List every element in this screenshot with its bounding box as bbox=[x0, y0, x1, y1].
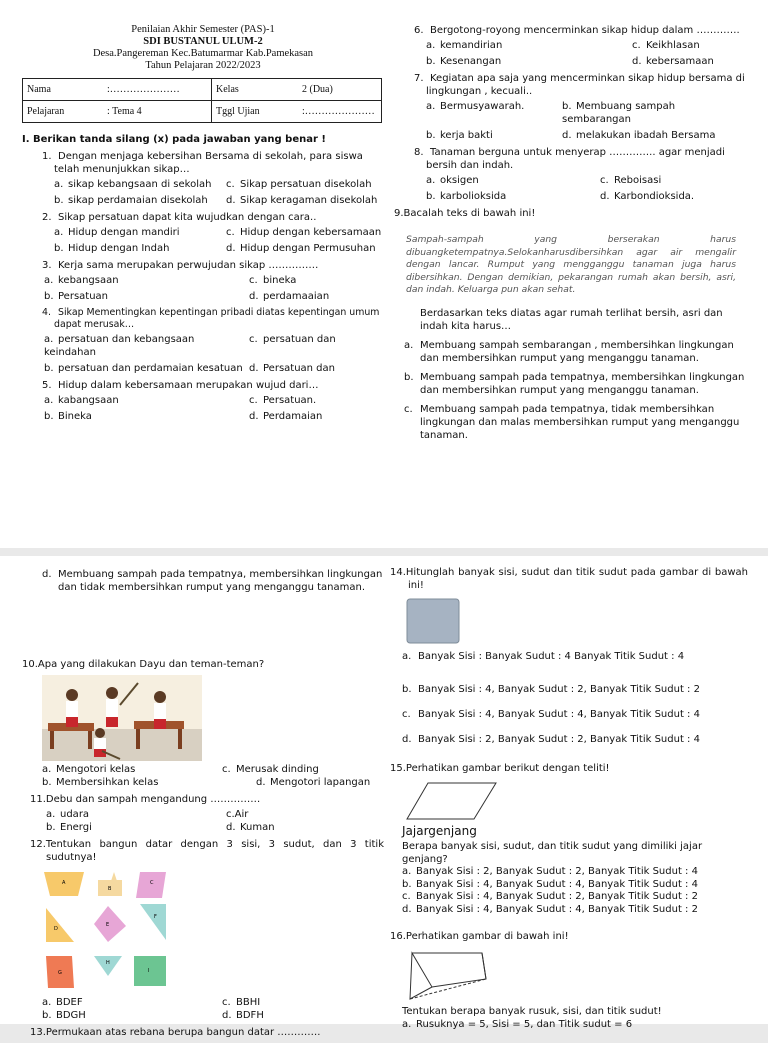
q6-option-d[interactable]: d. kebersamaan bbox=[632, 56, 714, 67]
page1-left-column bbox=[22, 24, 384, 427]
question-4: 4. Sikap Mementingkan kepentingan pribadi diatas kepentingan umum dapat merusak… a. persatuan dan kebangsaan keindahan c. persatuan dan b. persatuan dan perdamaian kesatuan d. Persatuan dan bbox=[22, 307, 384, 375]
q12-option-c[interactable]: c. BBHI bbox=[222, 997, 261, 1008]
kelas-label: Kelas bbox=[216, 84, 239, 95]
page2-right-column bbox=[390, 566, 748, 1035]
parallelogram-label: Jajargenjang bbox=[402, 824, 477, 838]
q5-option-a[interactable]: a. kabangsaan bbox=[44, 395, 119, 406]
pelajaran-value: : Tema 4 bbox=[107, 106, 142, 117]
q10-option-c[interactable]: c. Merusak dinding bbox=[222, 764, 319, 775]
question-15-prompt: Berapa banyak sisi, sudut, dan titik sudut yang dimiliki jajar genjang? bbox=[402, 841, 703, 865]
q11-option-a[interactable]: a. udara bbox=[46, 809, 90, 820]
header-line1: Penilaian Akhir Semester (PAS)-1 bbox=[131, 24, 275, 35]
rectangle-figure bbox=[406, 598, 460, 644]
flat-shapes-figure bbox=[42, 870, 182, 994]
question-9-stem: Bacalah teks di bawah ini! bbox=[403, 208, 536, 219]
q9-option-b[interactable]: b. Membuang sampah pada tempatnya, membersihkan lingkungan dan membersihkan rumput yang menganggu tanaman. bbox=[404, 371, 745, 396]
question-13: 13.Permukaan atas rebana berupa bangun datar …………. bbox=[30, 1027, 321, 1038]
question-3-stem: Kerja sama merupakan perwujudan sikap …………… bbox=[58, 260, 319, 271]
shape-label-c: C bbox=[150, 880, 154, 886]
triangular-prism-figure bbox=[406, 949, 490, 1001]
q15-option-b[interactable]: b. Banyak Sisi : 4, Banyak Sudut : 4, Banyak Titik Sudut : 4 bbox=[402, 878, 698, 890]
q14-option-b[interactable]: b. Banyak Sisi : 4, Banyak Sudut : 2, Banyak Titik Sudut : 2 bbox=[402, 684, 700, 695]
q1-option-b[interactable]: b. sikap perdamaian disekolah bbox=[54, 195, 208, 206]
question-8: 8. Tanaman berguna untuk menyerap ………….. agar menjadi bersih dan indah. a. oksigen c. Reboisasi b. karbolioksida d. Karbondioksida. bbox=[394, 146, 746, 203]
q2-option-a[interactable]: a. Hidup dengan mandiri bbox=[54, 227, 180, 238]
shape-h bbox=[94, 956, 122, 976]
question-11: 11.Debu dan sampah mengandung …………… a. udara c.Air b. Energi d. Kuman bbox=[22, 793, 384, 834]
shape-e bbox=[94, 906, 126, 942]
tggl-field[interactable]: :………………… bbox=[302, 106, 375, 117]
q8-option-a[interactable]: a. oksigen bbox=[426, 175, 479, 186]
q7-option-d[interactable]: d. melakukan ibadah Bersama bbox=[562, 130, 716, 141]
q3-option-b[interactable]: b. Persatuan bbox=[44, 291, 108, 302]
question-10-stem: Apa yang dilakukan Dayu dan teman-teman? bbox=[37, 659, 265, 670]
q10-option-a[interactable]: a. Mengotori kelas bbox=[42, 764, 136, 775]
q10-option-b[interactable]: b. Membersihkan kelas bbox=[42, 777, 159, 788]
question-8-stem: Tanaman berguna untuk menyerap ………….. agar menjadi bersih dan indah. bbox=[426, 147, 725, 171]
q1-option-a[interactable]: a. sikap kebangsaan di sekolah bbox=[54, 179, 212, 190]
question-14-stem: Hitunglah banyak sisi, sudut dan titik sudut pada gambar di bawah ini! bbox=[405, 567, 748, 591]
q9-option-d[interactable]: d. Membuang sampah pada tempatnya, membersihkan lingkungan dan tidak membersihkan rumput yang menganggu tanaman. bbox=[42, 569, 383, 593]
question-9-prompt: Berdasarkan teks diatas agar rumah terlihat bersih, asri dan indah kita harus… bbox=[420, 307, 723, 332]
question-2-stem: Sikap persatuan dapat kita wujudkan dengan cara.. bbox=[58, 212, 317, 223]
q1-option-c[interactable]: c. Sikap persatuan disekolah bbox=[226, 179, 372, 190]
shape-label-d: D bbox=[54, 926, 58, 932]
shape-label-e: E bbox=[106, 922, 110, 928]
q3-option-d[interactable]: d. perdamaaian bbox=[249, 291, 330, 302]
question-5: 5. Hidup dalam kebersamaan merupakan wujud dari… a. kabangsaan c. Persatuan. b. Bineka d. Perdamaian bbox=[22, 379, 384, 423]
q2-option-b[interactable]: b. Hidup dengan Indah bbox=[54, 243, 170, 254]
shape-d bbox=[46, 908, 74, 942]
q12-option-d[interactable]: d. BDFH bbox=[222, 1010, 264, 1021]
shape-label-a: A bbox=[62, 880, 66, 886]
question-12-stem: Tentukan bangun datar dengan 3 sisi, 3 sudut, dan 3 titik sudutnya! bbox=[45, 839, 384, 863]
q4-option-b[interactable]: b. persatuan dan perdamaian kesatuan bbox=[44, 363, 243, 374]
question-10: 10.Apa yang dilakukan Dayu dan teman-teman? a. Mengotori kelas c. Merusak dinding b. Membersihkan kelas d. Mengotori lapangan bbox=[22, 658, 384, 789]
question-3: 3. Kerja sama merupakan perwujudan sikap …………… a. kebangsaan c. bineka b. Persatuan d. perdamaaian bbox=[22, 259, 384, 303]
kelas-value: 2 (Dua) bbox=[302, 84, 333, 95]
q10-option-d[interactable]: d. Mengotori lapangan bbox=[256, 777, 371, 788]
question-1-stem: Dengan menjaga kebersihan Bersama di sekolah, para siswa telah menunjukkan sikap… bbox=[54, 151, 363, 175]
nama-label: Nama bbox=[27, 84, 51, 95]
question-7-stem: Kegiatan apa saja yang mencerminkan sikap hidup bersama di lingkungan , kecuali.. bbox=[426, 73, 745, 97]
q11-option-c[interactable]: c.Air bbox=[226, 809, 249, 820]
question-6: 6. Bergotong-royong mencerminkan sikap hidup dalam …………. a. kemandirian c. Keikhlasan b. Kesenangan d. kebersamaan bbox=[394, 24, 746, 68]
q15-option-d[interactable]: d. Banyak Sisi : 4, Banyak Sudut : 4, Banyak Titik Sudut : 2 bbox=[402, 903, 698, 915]
pelajaran-label: Pelajaran bbox=[27, 106, 65, 117]
q11-option-b[interactable]: b. Energi bbox=[46, 822, 92, 833]
q15-option-c[interactable]: c. Banyak Sisi : 4, Banyak Sudut : 2, Banyak Titik Sudut : 2 bbox=[402, 891, 698, 902]
question-14: 14.Hitunglah banyak sisi, sudut dan titik sudut pada gambar di bawah ini! a. Banyak Sisi : Banyak Sudut : 4 Banyak Titik Sudut : 4 b. Banyak Sisi : 4, Banyak Sudut : 2, Banyak Titik Sudut : 2 c. Banyak Sisi : 4, Banyak Sudut : 4, Banyak Titik Sudut : 4 d. Banyak Sisi : 2, Banyak Sudut : 2, Banyak Titik Sudut : 4 bbox=[390, 567, 748, 745]
q11-option-d[interactable]: d. Kuman bbox=[226, 822, 275, 833]
q12-option-b[interactable]: b. BDGH bbox=[42, 1010, 86, 1021]
question-11-stem: Debu dan sampah mengandung …………… bbox=[45, 794, 261, 805]
header-address: Desa.Pangereman Kec.Batumarmar Kab.Pamekasan bbox=[92, 48, 314, 59]
question-15-stem: Perhatikan gambar berikut dengan teliti! bbox=[405, 763, 610, 774]
nama-field[interactable]: :………………… bbox=[107, 84, 180, 95]
q7-option-b[interactable]: b. kerja bakti bbox=[426, 130, 493, 141]
q4-option-a[interactable]: a. persatuan dan kebangsaan keindahan bbox=[44, 334, 195, 358]
identity-table bbox=[22, 78, 382, 123]
classroom-cleaning-illustration bbox=[42, 675, 202, 761]
q16-option-a[interactable]: a. Rusuknya = 5, Sisi = 5, dan Titik sudut = 6 bbox=[402, 1019, 633, 1030]
q3-option-a[interactable]: a. kebangsaan bbox=[44, 275, 119, 286]
q7-option-a[interactable]: a. Bermusyawarah. bbox=[426, 101, 525, 112]
question-9: 9.Bacalah teks di bawah ini! Sampah-sampah yang berserakan harus dibuangketempatnya.Selokanharusdibersihkan agar air mengalir dengan lancar. Rumput yang mengganggu tanaman juga harus dibersihkan. Dengan demikian, pekarangan rumah akan bersih, asri, dan indah. Keluarga pun akan sehat. Berdasarkan teks diatas agar rumah terlihat bersih, asri dan indah kita harus… a. Membuang sampah sembarangan , membersihkan lingkungan dan membersihkan rumput yang menganggu tanaman. b. Membuang sampah pada tempatnya, membersihkan lingkungan dan membersihkan rumput yang menganggu tanaman. c. Membuang sampah pada tempatnya, tidak membersihkan lingkungan dan malas membersihkan rumput yang menganggu tanaman. bbox=[394, 208, 745, 441]
q5-option-c[interactable]: c. Persatuan. bbox=[249, 395, 317, 406]
q14-option-d[interactable]: d. Banyak Sisi : 2, Banyak Sudut : 2, Banyak Titik Sudut : 4 bbox=[402, 734, 700, 745]
question-4-stem: Sikap Mementingkan kepentingan pribadi diatas kepentingan umum dapat merusak… bbox=[54, 307, 380, 330]
question-2: 2. Sikap persatuan dapat kita wujudkan dengan cara.. a. Hidup dengan mandiri c. Hidup dengan kebersamaan b. Hidup dengan Indah d. Hidup dengan Permusuhan bbox=[22, 211, 384, 255]
q8-option-c[interactable]: c. Reboisasi bbox=[600, 175, 662, 186]
q9-option-c[interactable]: c. Membuang sampah pada tempatnya, tidak membersihkan lingkungan dan malas membersihkan rumput yang menganggu tanaman. bbox=[404, 403, 740, 441]
shape-i bbox=[134, 956, 166, 986]
shape-f bbox=[140, 904, 166, 940]
exam-header bbox=[22, 24, 384, 72]
q6-option-a[interactable]: a. kemandirian bbox=[426, 40, 503, 51]
q6-option-c[interactable]: c. Keikhlasan bbox=[632, 40, 700, 51]
shape-label-g: G bbox=[58, 970, 62, 976]
q7-option-c[interactable]: b. Membuang sampah sembarangan bbox=[562, 101, 676, 125]
q5-option-b[interactable]: b. Bineka bbox=[44, 411, 92, 422]
question-12: 12.Tentukan bangun datar dengan 3 sisi, 3 sudut, dan 3 titik sudutnya! A B C D E F G H I a. BDEF c. BBHI b. BDGH d. BDFH bbox=[30, 839, 384, 1021]
question-15: 15.Perhatikan gambar berikut dengan teliti! Jajargenjang Berapa banyak sisi, sudut, dan titik sudut yang dimiliki jajar genjang? a. Banyak Sisi : 2, Banyak Sudut : 2, Banyak Titik Sudut : 4 b. Banyak Sisi : 4, Banyak Sudut : 4, Banyak Titik Sudut : 4 c. Banyak Sisi : 4, Banyak Sudut : 2, Banyak Titik Sudut : 2 d. Banyak Sisi : 4, Banyak Sudut : 4, Banyak Titik Sudut : 2 bbox=[390, 762, 748, 916]
shape-label-h: H bbox=[106, 960, 110, 966]
question-16-prompt: Tentukan berapa banyak rusuk, sisi, dan titik sudut! bbox=[402, 1006, 662, 1017]
q8-option-d[interactable]: d. Karbondioksida. bbox=[600, 191, 695, 202]
q4-option-d[interactable]: d. Persatuan dan bbox=[249, 363, 335, 374]
question-6-stem: Bergotong-royong mencerminkan sikap hidup dalam …………. bbox=[430, 25, 740, 36]
shape-label-f: F bbox=[154, 914, 157, 920]
q15-option-a[interactable]: a. Banyak Sisi : 2, Banyak Sudut : 2, Banyak Titik Sudut : 4 bbox=[402, 866, 698, 877]
question-1: 1. Dengan menjaga kebersihan Bersama di sekolah, para siswa telah menunjukkan sikap… a. sikap kebangsaan di sekolah c. Sikap persatuan disekolah b. sikap perdamaian disekolah d. Sikap keragaman disekolah bbox=[22, 150, 384, 207]
q2-option-c[interactable]: c. Hidup dengan kebersamaan bbox=[226, 227, 382, 238]
header-school: SDI BUSTANUL ULUM-2 bbox=[143, 36, 263, 47]
q5-option-d[interactable]: d. Perdamaian bbox=[249, 411, 323, 422]
page1-right-column bbox=[394, 24, 746, 446]
parallelogram-figure bbox=[406, 781, 498, 821]
question-5-stem: Hidup dalam kebersamaan merupakan wujud dari… bbox=[58, 380, 319, 391]
shape-label-i: I bbox=[148, 968, 150, 974]
q2-option-d[interactable]: d. Hidup dengan Permusuhan bbox=[226, 243, 376, 254]
q1-option-d[interactable]: d. Sikap keragaman disekolah bbox=[226, 195, 378, 206]
page2-left-column bbox=[22, 566, 384, 1043]
q9-option-a[interactable]: a. Membuang sampah sembarangan , membersihkan lingkungan dan membersihkan rumput yang menganggu tanaman. bbox=[404, 339, 734, 364]
q14-option-c[interactable]: c. Banyak Sisi : 4, Banyak Sudut : 4, Banyak Titik Sudut : 4 bbox=[402, 709, 700, 720]
tggl-label: Tggl Ujian bbox=[216, 106, 260, 117]
question-13-stem: Permukaan atas rebana berupa bangun datar …………. bbox=[45, 1027, 321, 1038]
shape-label-b: B bbox=[108, 886, 112, 892]
question-7: 7. Kegiatan apa saja yang mencerminkan sikap hidup bersama di lingkungan , kecuali.. a. Bermusyawarah. b. Membuang sampah sembarangan b. kerja bakti d. melakukan ibadah Bersama bbox=[414, 73, 745, 141]
q12-option-a[interactable]: a. BDEF bbox=[42, 997, 83, 1008]
q8-option-b[interactable]: b. karbolioksida bbox=[426, 191, 507, 202]
q6-option-b[interactable]: b. Kesenangan bbox=[426, 56, 502, 67]
question-16: 16.Perhatikan gambar di bawah ini! Tentukan berapa banyak rusuk, sisi, dan titik sudut! a. Rusuknya = 5, Sisi = 5, dan Titik sudut = 6 bbox=[390, 930, 748, 1031]
header-year: Tahun Pelajaran 2022/2023 bbox=[145, 60, 261, 71]
q14-option-a[interactable]: a. Banyak Sisi : Banyak Sudut : 4 Banyak Titik Sudut : 4 bbox=[402, 651, 685, 662]
q4-option-c[interactable]: c. persatuan dan bbox=[249, 334, 336, 345]
page-2 bbox=[0, 556, 768, 1038]
q3-option-c[interactable]: c. bineka bbox=[249, 275, 297, 286]
question-16-stem: Perhatikan gambar di bawah ini! bbox=[405, 931, 569, 942]
reading-passage: Sampah-sampah yang berserakan harus dibuangketempatnya.Selokanharusdibersihkan agar air mengalir dengan lancar. Rumput yang mengganggu tanaman juga harus dibersihkan. Dengan demikian, pekarangan rumah akan bersih, asri, dan indah. Keluarga pun akan sehat. bbox=[406, 234, 736, 295]
section-title: I. Berikan tanda silang (x) pada jawaban yang benar ! bbox=[22, 134, 326, 145]
